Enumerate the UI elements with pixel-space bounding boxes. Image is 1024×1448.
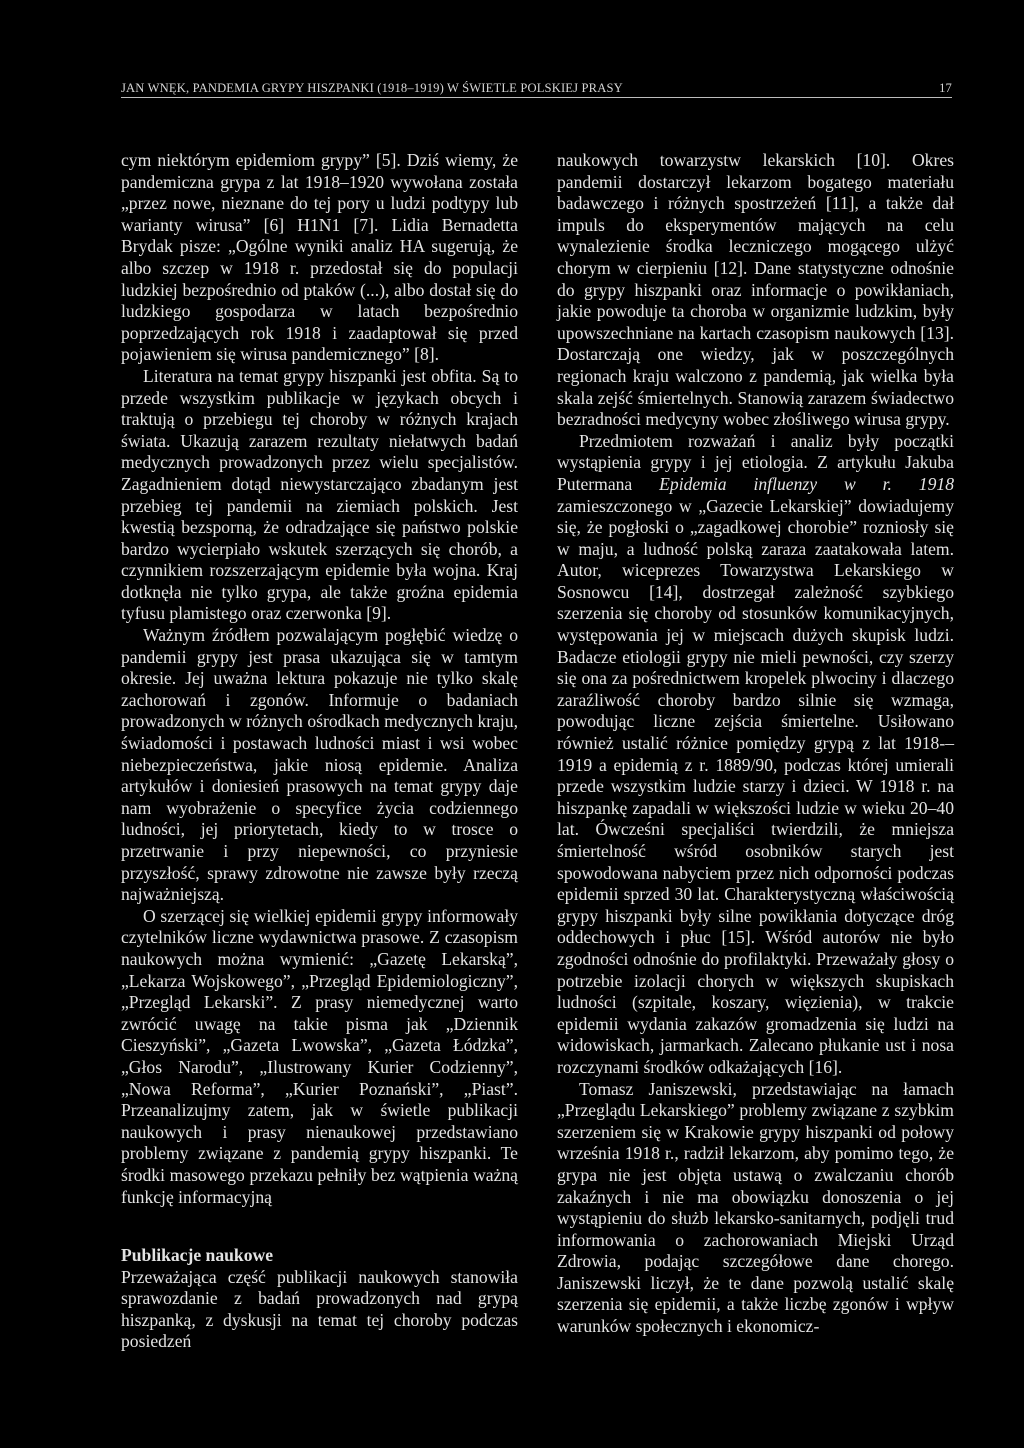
- page-number: 17: [939, 81, 952, 95]
- running-title: JAN WNĘK, PANDEMIA GRYPY HISZPANKI (1918–1919) W ŚWIETLE POLSKIEJ PRASY: [121, 81, 623, 95]
- paragraph-5: Przeważająca część publikacji naukowych stanowiła sprawozdanie z badań prowadzonych nad grypą hiszpanką, z dyskusji na temat tej choroby podczas posiedzeń: [121, 1266, 518, 1352]
- left-column: [121, 150, 518, 1353]
- paragraph-7: [557, 431, 954, 1079]
- article-title: Epidemia influenzy w r. 1918: [659, 473, 954, 494]
- paragraph-3: Ważnym źródłem pozwalającym pogłębić wiedzę o pandemii grypy jest prasa ukazująca się w tamtym okresie. Jej uważna lektura pokazuje nie tylko skalę zachorowań i zgonów. Informuje o badaniach prowadzonych w różnych ośrodkach medycznych kraju, świadomości i postawach ludności miast i wsi wobec niebezpieczeństwa, jakie niosą epidemie. Analiza artykułów i doniesień prasowych na temat grypy daje nam wyobrażenie o specyfice życia codziennego ludności, jej priorytetach, kiedy to w trosce o przetrwanie i przy niepewności, co przyniesie przyszłość, sprawy zdrowotne nie zawsze były rzeczą najważniejszą.: [121, 625, 518, 905]
- paragraph-8: Tomasz Janiszewski, przedstawiając na łamach „Przeglądu Lekarskiego” problemy związane z szybkim szerzeniem się w Krakowie grypy hiszpanki od połowy września 1918 r., radził lekarzom, aby pomimo tego, że grypa nie jest objęta ustawą o zwalczaniu chorób zakaźnych i nie ma obowiązku donoszenia o jej wystąpieniu do służb lekarsko-sanitarnych, podjęli trud informowania o zachorowaniach Miejski Urząd Zdrowia, podając szczegółowe dane chorego. Janiszewski liczył, że te dane pozwolą ustalić skalę szerzenia się epidemii, a także liczbę zgonów i wpływ warunków społecznych i ekonomicz-: [557, 1078, 954, 1337]
- right-column: [557, 150, 954, 1338]
- paragraph-2: Literatura na temat grypy hiszpanki jest obfita. Są to przede wszystkim publikacje w językach obcych i traktują o przebiegu tej choroby w różnych krajach świata. Ukazują zarazem rezultaty niełatwych badań medycznych prowadzonych przez wielu specjalistów. Zagadnieniem dotąd niewystarczająco zbadanym jest przebieg tej pandemii na ziemiach polskich. Jest kwestią bezsporną, że odradzające się państwo polskie bardzo wycierpiało wskutek szerzących się chorób, a czynnikiem rozszerzającym epidemie była wojna. Kraj dotknęła nie tylko grypa, ale także groźna epidemia tyfusu plamistego oraz czerwonka [9].: [121, 365, 518, 624]
- paragraph-6: naukowych towarzystw lekarskich [10]. Okres pandemii dostarczył lekarzom bogatego materiału badawczego i różnych spostrzeżeń [11], a także dał impuls do eksperymentów mających na celu wynalezienie środka leczniczego mogącego ulżyć chorym w cierpieniu [12]. Dane statystyczne odnośnie do grypy hiszpanki oraz informacje o powikłaniach, jakie powoduje ta choroba w organizmie ludzkim, były upowszechniane na kartach czasopism naukowych [13]. Dostarczają one wiedzy, jak w poszczególnych regionach kraju walczono z pandemią, jak wielka była skala zejść śmiertelnych. Stanowią zarazem świadectwo bezradności medycyny wobec złośliwego wirusa grypy.: [557, 150, 954, 430]
- section-heading: Publikacje naukowe: [121, 1245, 274, 1266]
- paragraph-4: O szerzącej się wielkiej epidemii grypy informowały czytelników liczne wydawnictwa prasowe. Z czasopism naukowych można wymienić: „Gazetę Lekarską”, „Lekarza Wojskowego”, „Przegląd Epidemiologiczny”, „Przegląd Lekarski”. Z prasy niemedycznej warto zwrócić uwagę na takie pisma jak „Dziennik Cieszyński”, „Gazeta Lwowska”, „Gazeta Łódzka”, „Głos Narodu”, „Ilustrowany Kurier Codzienny”, „Nowa Reforma”, „Kurier Poznański”, „Piast”. Przeanalizujmy zatem, jak w świetle publikacji naukowych i prasy nienaukowej przedstawiano problemy związane z pandemią grypy hiszpanki. Te środki masowego przekazu pełniły bez wątpienia ważną funkcję informacyjną: [121, 905, 518, 1207]
- paragraph-7-rest: zamieszczonego w „Gazecie Lekarskiej” dowiadujemy się, że pogłoski o „zagadkowej chorobie” rozniosły się w maju, a ludność polską zaraza zaatakowała latem. Autor, wiceprezes Towarzystwa Lekarskiego w Sosnowcu [14], dostrzegał zależność szybkiego szerzenia się choroby od stosunków komunikacyjnych, występowania jej w miejscach dużych skupisk ludzi. Badacze etiologii grypy nie mieli pewności, czy szerzy się ona za pośrednictwem kropelek plwociny i dlaczego zaraźliwość choroby bardzo silnie się wzmaga, powodując liczne zejścia śmiertelne. Usiłowano również ustalić różnice pomiędzy grypą z lat 1918-–1919 a epidemią z r. 1889/90, podczas której umierali przede wszystkim ludzie starzy i dzieci. W 1918 r. na hiszpankę zapadali w większości ludzie w wieku 20–40 lat. Ówcześni specjaliści twierdzili, że mniejsza śmiertelność wśród osobników starych jest spowodowana nabyciem przez nich odporności podczas epidemii sprzed 30 lat. Charakterystyczną właściwością grypy hiszpanki były silne powikłania dotyczące dróg oddechowych i płuc [15]. Wśród autorów nie było zgodności odnośnie do profilaktyki. Przeważały głosy o potrzebie izolacji chorych w większych skupiskach ludności (szpitale, koszary, więzienia), w trakcie epidemii wydania zakazów gromadzenia się ludzi na widowiskach, jarmarkach. Zalecano płukanie ust i nosa rozczynami środków odkażających [16].: [557, 495, 954, 1077]
- paragraph-1: cym niektórym epidemiom grypy” [5]. Dziś wiemy, że pandemiczna grypa z lat 1918–1920 wywołana została „przez nowe, nieznane do tej pory u ludzi podtypy lub warianty wirusa” [6] H1N1 [7]. Lidia Bernadetta Brydak pisze: „Ogólne wyniki analiz HA sugerują, że albo szczep w 1918 r. przedostał się do populacji ludzkiej bezpośrednio od ptaków (...), albo dostał się do ludzkiego gospodarza w latach bezpośrednio poprzedzających rok 1918 i zaadaptował się przed pojawieniem się wirusa pandemicznego” [8].: [121, 150, 518, 365]
- paragraph-7-start: Przedmiotem rozważań i analiz były początki wystąpienia grypy i jej etiologia. Z artykułu Jakuba Putermana: [557, 430, 954, 494]
- running-header: [121, 79, 952, 98]
